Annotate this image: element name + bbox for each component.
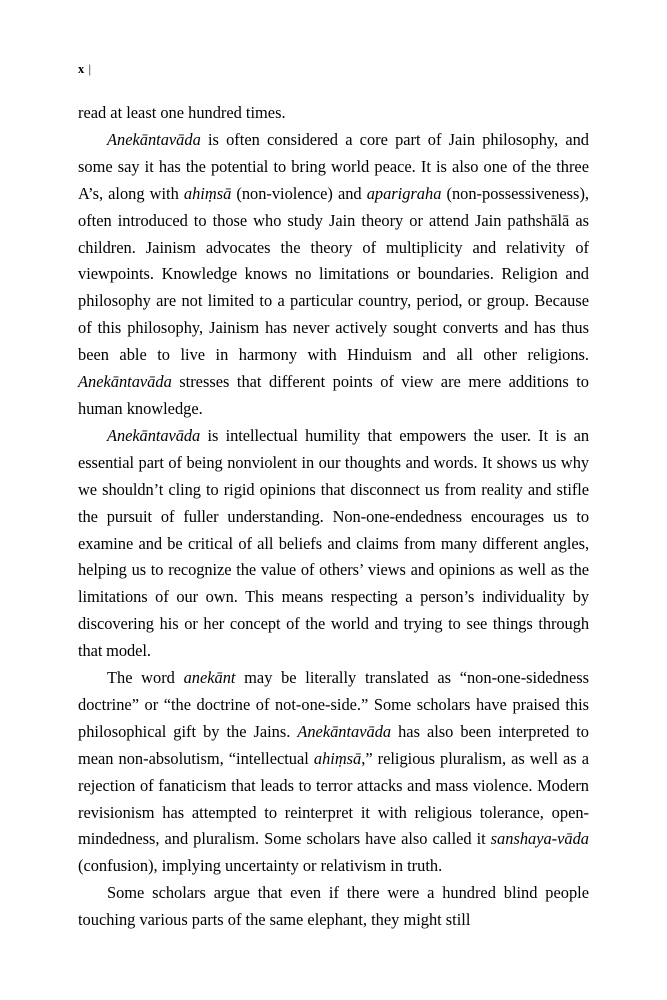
text-run: is often considered a core part of Jain philosophy, and some say it has the potential to bring world peace. It is also one of the three A’s, along with bbox=[78, 129, 589, 203]
paragraph-the-word-anekant bbox=[78, 665, 589, 880]
italic-term: sanshaya-vāda bbox=[490, 829, 589, 849]
text-run: read at least one hundred times. bbox=[78, 103, 286, 122]
italic-term: ahiṃsā bbox=[313, 748, 362, 768]
body-text-block bbox=[78, 100, 589, 934]
paragraph-blind-people-elephant bbox=[78, 880, 589, 934]
italic-term: anekānt bbox=[183, 668, 236, 688]
text-run: may be literally translated as “non-one-sidedness doctrine” or “the doctrine of not-one-side.” Some scholars have praised this philosophical gift by the Jains. bbox=[78, 668, 589, 741]
italic-term: Anekāntavāda bbox=[107, 425, 201, 445]
paragraph-anekantavada-core bbox=[78, 127, 589, 423]
italic-term: Anekāntavāda bbox=[107, 129, 201, 149]
text-run: (non-violence) and bbox=[231, 183, 367, 203]
running-header bbox=[78, 58, 588, 80]
folio-separator-bar: | bbox=[88, 61, 92, 76]
paragraph-continuation bbox=[78, 100, 589, 127]
text-run: ,” religious pluralism, as well as a rejection of fanaticism that leads to terror attacks and mass violence. Modern revisionism has attempted to reinterpret it with religious tolerance, open-mindedness, and pluralism. Some scholars have also called it bbox=[78, 748, 589, 849]
text-run: (confusion), implying uncertainty or relativism in truth. bbox=[78, 856, 443, 876]
text-run: The word bbox=[107, 668, 184, 688]
text-run: is intellectual humility that empowers the user. It is an essential part of being nonviolent in our thoughts and words. It shows us why we shouldn’t cling to rigid opinions that disconnect us from reality and stifle the pursuit of fuller understanding. Non-one-endedness encourages us to examine and be critical of all beliefs and claims from many different angles, helping us to recognize the value of others’ views and opinions as well as the limitations of our own. This means respecting a person’s individuality by discovering his or her concept of the world and trying to see things through that model. bbox=[78, 425, 589, 661]
text-run: has also been interpreted to mean non-absolutism, “intellectual bbox=[78, 721, 590, 768]
italic-term: Anekāntavāda bbox=[78, 372, 172, 392]
italic-term: ahiṃsā bbox=[183, 183, 232, 203]
italic-term: Anekāntavāda bbox=[297, 721, 392, 741]
text-run: stresses that different points of view are mere additions to human knowledge. bbox=[78, 372, 589, 418]
page-folio-number: x bbox=[78, 62, 85, 76]
italic-term: aparigraha bbox=[366, 183, 442, 203]
text-run: Some scholars argue that even if there were a hundred blind people touching various parts of the same elephant, they might still bbox=[78, 883, 589, 930]
text-run: (non-possessiveness), often introduced to those who study Jain theory or attend Jain pathshālā as children. Jainism advocates the theory of multiplicity and relativity of viewpoints. Knowledge knows no limitations or boundaries. Religion and philosophy are not limited to a particular country, period, or group. Because of this philosophy, Jainism has never actively sought converts and has thus been able to live in harmony with Hinduism and all other religions. bbox=[78, 183, 589, 365]
paragraph-intellectual-humility bbox=[78, 423, 589, 665]
